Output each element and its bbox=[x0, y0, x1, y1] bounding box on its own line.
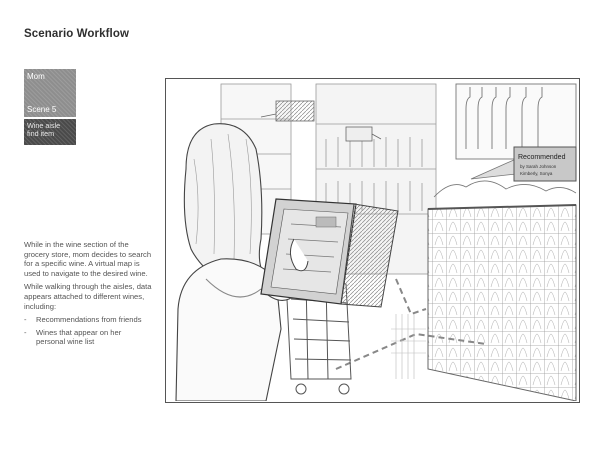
scenario-description bbox=[24, 240, 152, 350]
description-paragraph-2: While walking through the aisles, data appears attached to different wines, including: bbox=[24, 282, 152, 311]
callout-title: Recommended bbox=[518, 154, 566, 161]
wine-rack bbox=[428, 181, 576, 401]
scenario-sketch bbox=[165, 78, 580, 403]
task-label: Wine aisle find item bbox=[24, 119, 76, 145]
callout-line-1: by Sarah Johnson bbox=[520, 164, 557, 169]
description-paragraph-1: While in the wine section of the grocery store, mom decides to search for a specific wine. A virtual map is used to navigate to the desired wine. bbox=[24, 240, 152, 278]
floor-lines bbox=[391, 314, 426, 379]
persona-card bbox=[24, 69, 76, 117]
store-illustration bbox=[166, 79, 578, 401]
list-item: - Recommendations from friends bbox=[24, 315, 152, 325]
callout-line-2: Kimberly, Sonya bbox=[520, 171, 553, 176]
description-list bbox=[24, 315, 152, 347]
tablet-device bbox=[261, 199, 398, 307]
persona-name: Mom bbox=[27, 72, 45, 81]
scene-label: Scene 5 bbox=[27, 105, 57, 114]
list-item: - Wines that appear on her personal wine list bbox=[24, 328, 152, 347]
page-title: Scenario Workflow bbox=[24, 28, 130, 40]
